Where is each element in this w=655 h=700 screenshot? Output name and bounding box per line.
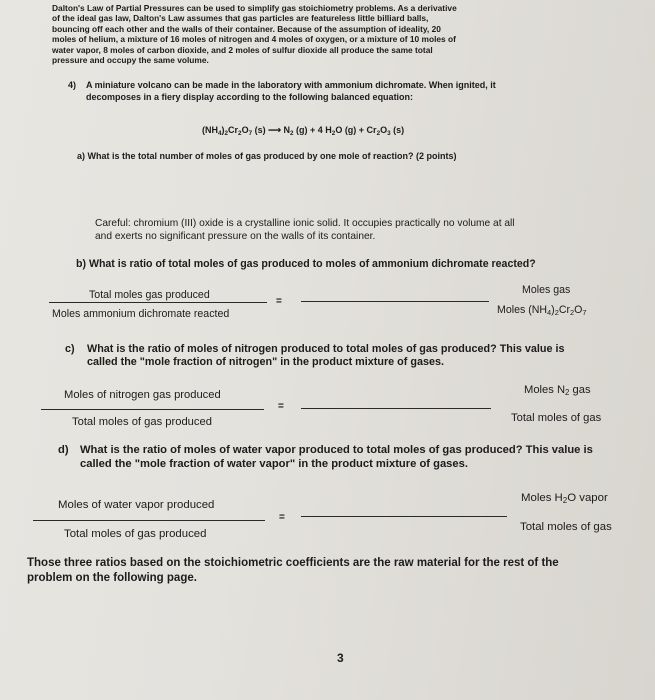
- intro-line: moles of helium, a mixture of 16 moles of nitrogen and 4 moles of oxygen, or a mixture of 10 moles of: [52, 34, 456, 45]
- careful-note: [95, 218, 605, 243]
- answer-blank[interactable]: [301, 408, 491, 409]
- fraction-numerator: Total moles gas produced: [89, 289, 210, 301]
- fraction-numerator: Moles of water vapor produced: [58, 499, 215, 511]
- ratio-top-label: Moles gas: [522, 284, 571, 296]
- balanced-equation: $(NH_4)_2Cr_2O_7$ (s) ⟶ $N_2$ (g) + 4 $H_2O$ $(g) + Cr_2O_3$ (s): [202, 125, 405, 137]
- question-line: called the "mole fraction of nitrogen" in the product mixture of gases.: [87, 356, 444, 369]
- page-number: 3: [337, 651, 344, 665]
- closing-line: problem on the following page.: [27, 571, 197, 584]
- question-line: What is the ratio of moles of nitrogen produced to total moles of gas produced? This value is: [87, 343, 565, 355]
- ratio-bottom-label: Total moles of gas: [511, 412, 602, 424]
- fraction-denominator: Moles ammonium dichromate reacted: [52, 308, 230, 320]
- question-line: called the "mole fraction of water vapor" in the product mixture of gases.: [80, 457, 468, 470]
- intro-paragraph: [52, 3, 637, 65]
- fraction-denominator: Total moles of gas produced: [72, 416, 212, 428]
- part-label: c): [65, 343, 75, 355]
- question-line: What is the ratio of moles of water vapor produced to total moles of gas produced? This value is: [80, 444, 593, 456]
- reaction-arrow-icon: ⟶: [268, 125, 282, 135]
- intro-line: water vapor, 8 moles of carbon dioxide, and 2 moles of sulfur dioxide all produce the same total: [52, 44, 433, 55]
- intro-line: of the ideal gas law, Dalton's Law assumes that gas particles are featureless little billiard balls,: [52, 13, 429, 24]
- note-line: Careful: chromium (III) oxide is a crystalline ionic solid. It occupies practically no volume at all: [95, 218, 515, 229]
- question-line: decomposes in a fiery display according to the following balanced equation:: [86, 91, 414, 102]
- fraction-numerator: Moles of nitrogen gas produced: [64, 389, 221, 401]
- fraction-bar: [49, 302, 267, 303]
- ratio-top-label: Moles $N_2$ gas: [524, 384, 591, 397]
- part-b-question: b) What is ratio of total moles of gas produced to moles of ammonium dichromate reacted?: [76, 258, 536, 270]
- question-4: [68, 80, 608, 103]
- part-c-question: [65, 343, 625, 370]
- closing-paragraph: [27, 556, 627, 585]
- part-d-question: [58, 444, 628, 472]
- intro-line: bouncing off each other and the walls of their container. Because of the assumption of ideality, 20: [52, 23, 441, 34]
- ratio-bottom-label: Total moles of gas: [520, 521, 612, 533]
- ratio-top-label: Moles $H_2O$ vapor: [521, 492, 608, 505]
- answer-blank[interactable]: [301, 301, 489, 302]
- fraction-bar: [41, 409, 264, 410]
- ratio-bottom-label: Moles $(NH_4)_2Cr_2O_7$: [497, 304, 587, 317]
- question-number: 4): [68, 80, 77, 90]
- note-line: and exerts no significant pressure on the walls of its container.: [95, 230, 376, 242]
- fraction-bar: [33, 520, 265, 521]
- answer-blank[interactable]: [301, 516, 507, 517]
- question-line: A miniature volcano can be made in the laboratory with ammonium dichromate. When ignited, it: [86, 80, 496, 90]
- closing-line: Those three ratios based on the stoichiometric coefficients are the raw material for the rest of the: [27, 557, 559, 569]
- part-label: d): [58, 444, 69, 456]
- equals-sign: =: [276, 296, 282, 307]
- equals-sign: =: [279, 512, 285, 523]
- equals-sign: =: [278, 401, 284, 412]
- fraction-denominator: Total moles of gas produced: [64, 528, 207, 540]
- part-a-question: a) What is the total number of moles of gas produced by one mole of reaction? (2 points): [77, 151, 457, 161]
- intro-line: Dalton's Law of Partial Pressures can be used to simplify gas stoichiometry problems. As a derivative: [52, 3, 457, 13]
- intro-line: pressure and occupy the same volume.: [52, 55, 209, 66]
